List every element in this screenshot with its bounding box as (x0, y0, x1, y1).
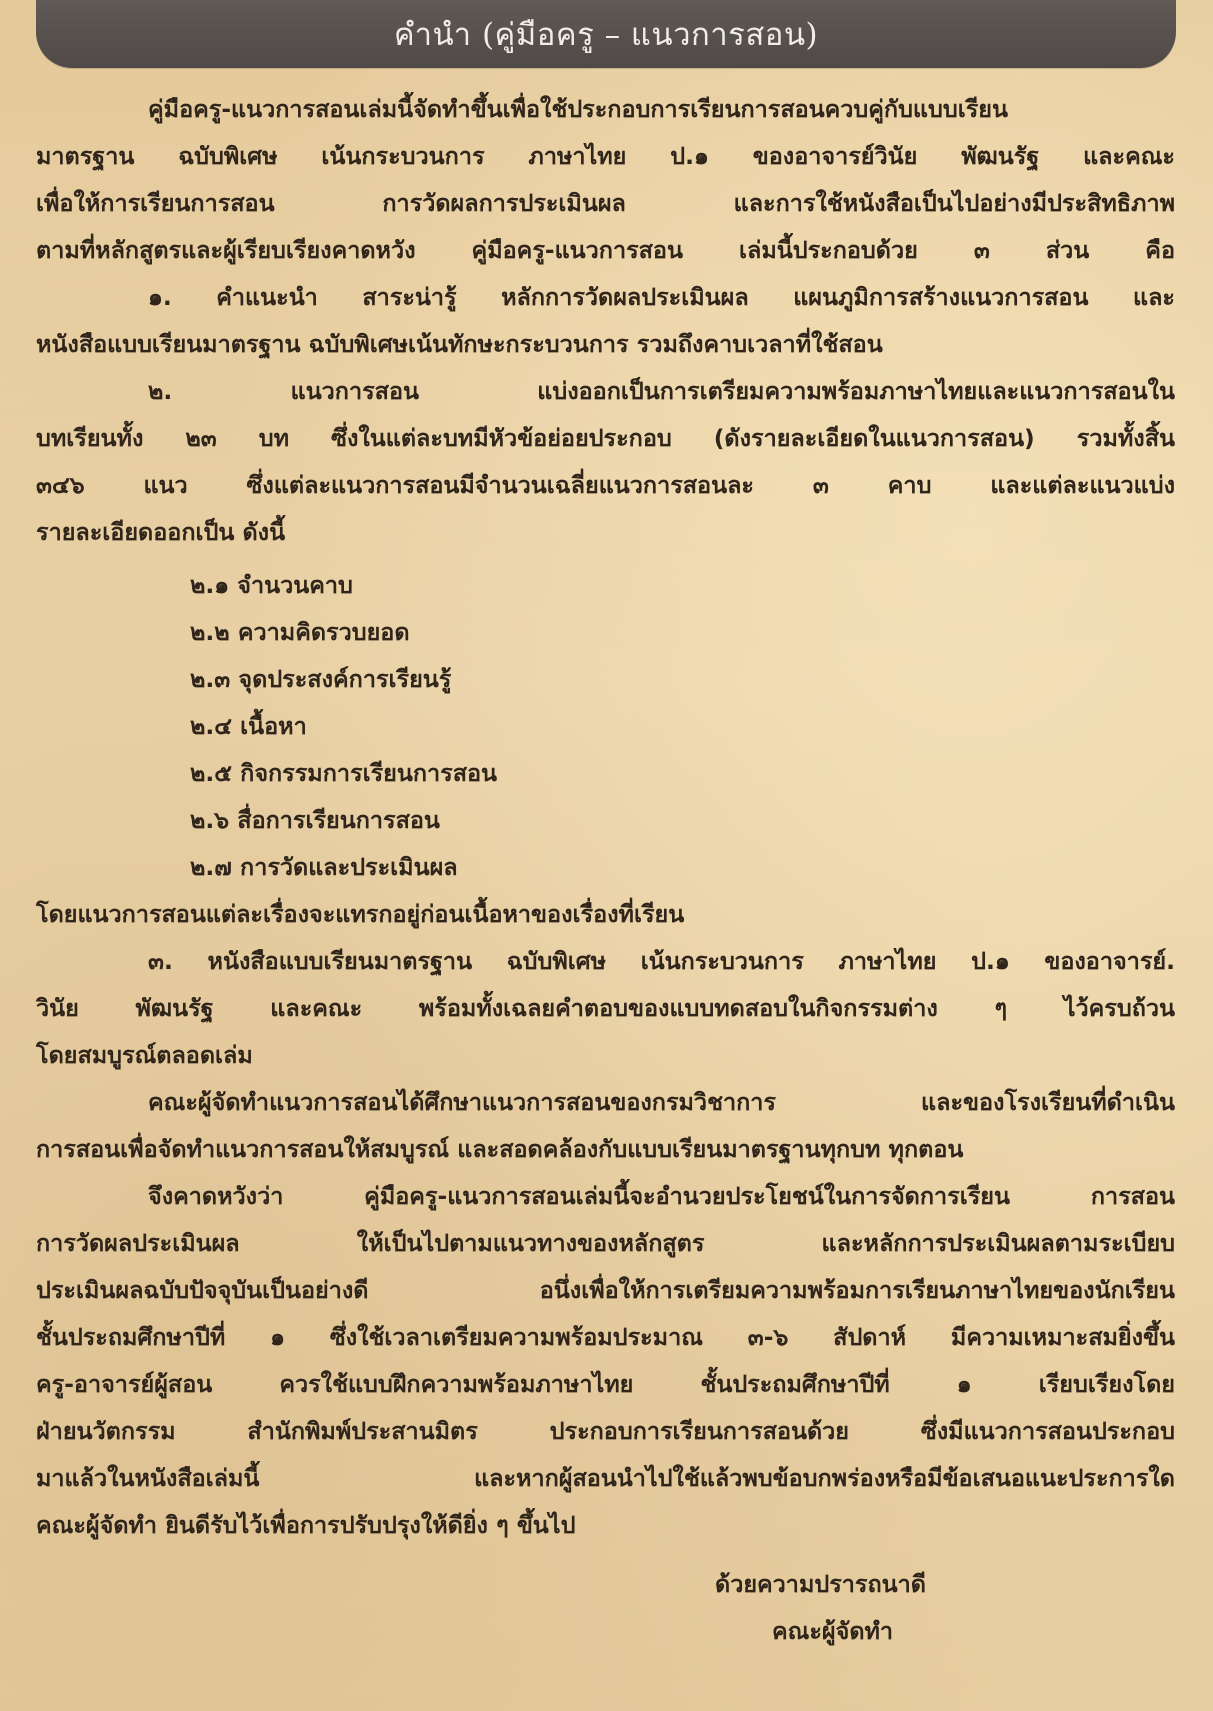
page-title: คำนำ (คู่มือครู – แนวการสอน) (393, 17, 819, 53)
document-body (0, 86, 1213, 1655)
paragraph-part-2 (0, 368, 1213, 556)
paragraph-line: ๑. คำแนะนำ สาระน่ารู้ หลักการวัดผลประเมินผล แผนภูมิการสร้างแนวการสอน และ (148, 283, 1175, 311)
list-item: ๒.๗ การวัดและประเมินผล (190, 853, 458, 881)
signature-line: คณะผู้จัดทำ (772, 1617, 894, 1645)
paragraph-line: จึงคาดหวังว่า คู่มือครู-แนวการสอนเล่มนี้จะอำนวยประโยชน์ในการจัดการเรียน การสอน (148, 1182, 1175, 1210)
paragraph-line: คณะผู้จัดทำ ยินดีรับไว้เพื่อการปรับปรุงให้ดียิ่ง ๆ ขึ้นไป (36, 1511, 576, 1539)
paragraph-expectation (0, 1173, 1213, 1549)
paragraph-line: ตามที่หลักสูตรและผู้เรียบเรียงคาดหวัง คู่มือครู-แนวการสอน เล่มนี้ประกอบด้วย ๓ ส่วน คือ (36, 236, 1175, 264)
paragraph-part-3 (0, 938, 1213, 1079)
paragraph-line: โดยแนวการสอนแต่ละเรื่องจะแทรกอยู่ก่อนเนื้อหาของเรื่องที่เรียน (36, 900, 685, 928)
paragraph-line: ครู-อาจารย์ผู้สอน ควรใช้แบบฝึกความพร้อมภาษาไทย ชั้นประถมศึกษาปีที่ ๑ เรียบเรียงโดย (36, 1370, 1175, 1398)
list-item: ๒.๓ จุดประสงค์การเรียนรู้ (190, 665, 452, 693)
paragraph-line: การสอนเพื่อจัดทำแนวการสอนให้สมบูรณ์ และสอดคล้องกับแบบเรียนมาตรฐานทุกบท ทุกตอน (36, 1135, 964, 1163)
paragraph-line: คู่มือครู-แนวการสอนเล่มนี้จัดทำขึ้นเพื่อใช้ประกอบการเรียนการสอนควบคู่กับแบบเรียน (148, 95, 1008, 123)
title-banner (36, 0, 1176, 68)
closing-line: ด้วยความปรารถนาดี (715, 1570, 926, 1598)
paragraph-line: คณะผู้จัดทำแนวการสอนได้ศึกษาแนวการสอนของกรมวิชาการ และของโรงเรียนที่ดำเนิน (148, 1088, 1175, 1116)
paragraph-line: บทเรียนทั้ง ๒๓ บท ซึ่งในแต่ละบทมีหัวข้อย่อยประกอบ (ดังรายละเอียดในแนวการสอน) รวมทั้งสิ้น (36, 424, 1175, 452)
paragraph-line: รายละเอียดออกเป็น ดังนี้ (36, 518, 286, 546)
paragraph-line: ๒. แนวการสอน แบ่งออกเป็นการเตรียมความพร้อมภาษาไทยและแนวการสอนใน (148, 377, 1175, 405)
paragraph-line: ฝ่ายนวัตกรรม สำนักพิมพ์ประสานมิตร ประกอบการเรียนการสอนด้วย ซึ่งมีแนวการสอนประกอบ (36, 1417, 1175, 1445)
paragraph-line: ชั้นประถมศึกษาปีที่ ๑ ซึ่งใช้เวลาเตรียมความพร้อมประมาณ ๓-๖ สัปดาห์ มีความเหมาะสมยิ่งขึ้น (36, 1323, 1175, 1351)
paragraph-line: เพื่อให้การเรียนการสอน การวัดผลการประเมินผล และการใช้หนังสือเป็นไปอย่างมีประสิทธิภาพ (36, 189, 1175, 217)
list-item: ๒.๖ สื่อการเรียนการสอน (190, 806, 440, 834)
list-item: ๒.๒ ความคิดรวบยอด (190, 618, 410, 646)
sub-item-list (0, 562, 1213, 891)
paragraph-line: ประเมินผลฉบับปัจจุบันเป็นอย่างดี อนึ่งเพื่อให้การเตรียมความพร้อมการเรียนภาษาไทยของนักเรียน (36, 1276, 1175, 1304)
paragraph-line: ๓๔๖ แนว ซึ่งแต่ละแนวการสอนมีจำนวนเฉลี่ยแนวการสอนละ ๓ คาบ และแต่ละแนวแบ่ง (36, 471, 1175, 499)
list-item: ๒.๔ เนื้อหา (190, 712, 307, 740)
paragraph-line: วินัย พัฒนรัฐ และคณะ พร้อมทั้งเฉลยคำตอบของแบบทดสอบในกิจกรรมต่าง ๆ ไว้ครบถ้วน (36, 994, 1175, 1022)
paragraph-line: ๓. หนังสือแบบเรียนมาตรฐาน ฉบับพิเศษ เน้นกระบวนการ ภาษาไทย ป.๑ ของอาจารย์. (148, 947, 1175, 975)
paragraph-line: การวัดผลประเมินผล ให้เป็นไปตามแนวทางของหลักสูตร และหลักการประเมินผลตามระเบียบ (36, 1229, 1175, 1257)
paragraph-intro (0, 86, 1213, 274)
paragraph-line: มาตรฐาน ฉบับพิเศษ เน้นกระบวนการ ภาษาไทย ป.๑ ของอาจารย์วินัย พัฒนรัฐ และคณะ (36, 142, 1175, 170)
paragraph-line: หนังสือแบบเรียนมาตรฐาน ฉบับพิเศษเน้นทักษะกระบวนการ รวมถึงคาบเวลาที่ใช้สอน (36, 330, 883, 358)
list-item: ๒.๑ จำนวนคาบ (190, 571, 353, 599)
paragraph-line: มาแล้วในหนังสือเล่มนี้ และหากผู้สอนนำไปใช้แล้วพบข้อบกพร่องหรือมีข้อเสนอแนะประการใด (36, 1464, 1175, 1492)
paragraph-research (0, 1079, 1213, 1173)
paragraph-part-1 (0, 274, 1213, 368)
paragraph-line: โดยสมบูรณ์ตลอดเล่ม (36, 1041, 253, 1069)
list-item: ๒.๕ กิจกรรมการเรียนการสอน (190, 759, 498, 787)
